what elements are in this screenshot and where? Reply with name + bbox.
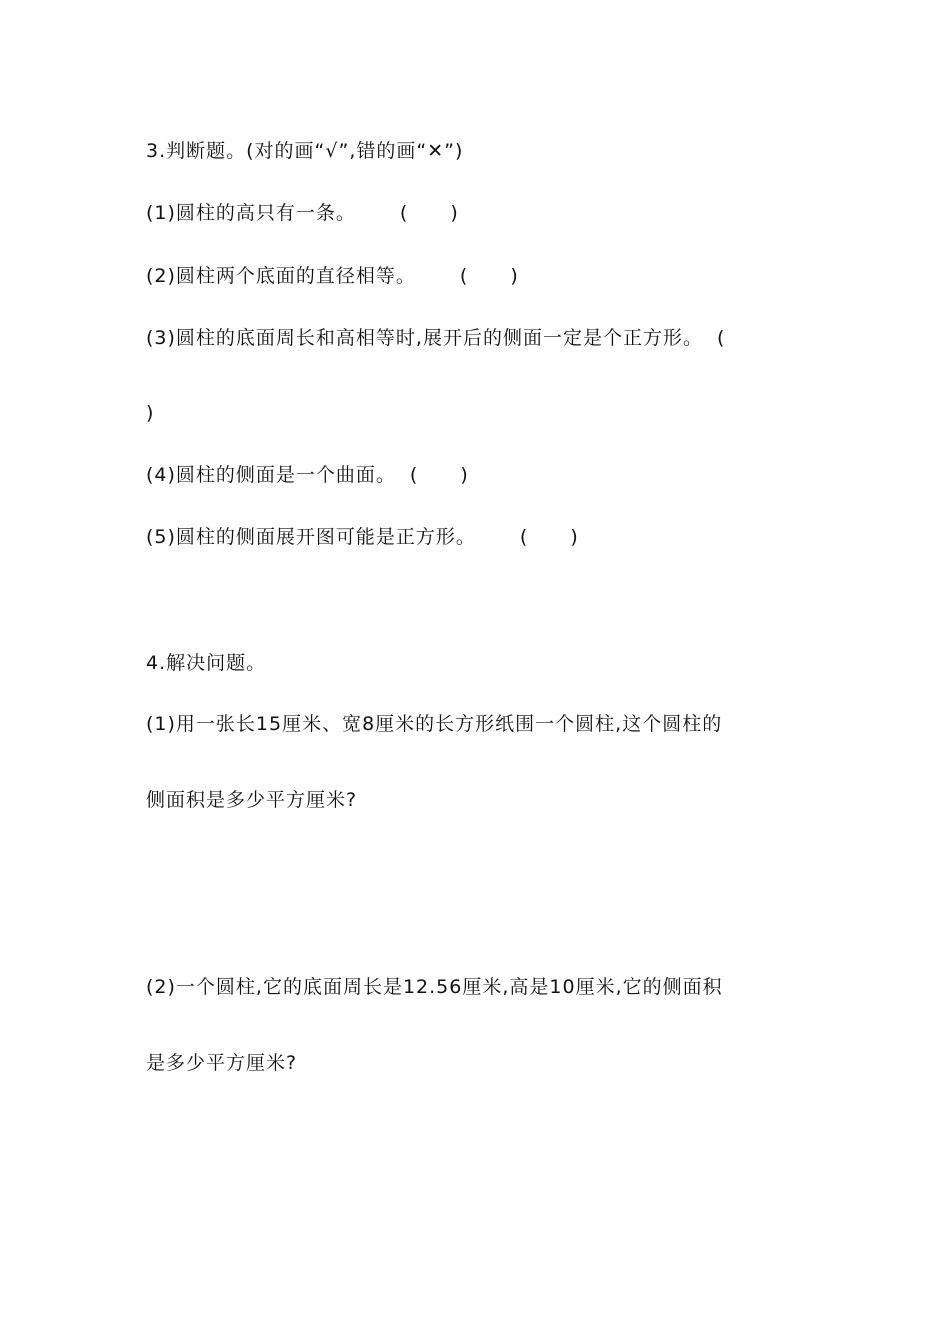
judgement-item-5 <box>146 525 579 549</box>
judgement-item-2 <box>146 264 519 288</box>
judgement-item-text: (5)圆柱的侧面展开图可能是正方形。 <box>146 526 476 548</box>
judgement-item-text: (4)圆柱的侧面是一个曲面。 <box>146 464 396 486</box>
answer-blank-close[interactable]: ) <box>146 402 155 424</box>
answer-blank[interactable]: ( ) <box>459 265 519 287</box>
problem-2-line-1: (2)一个圆柱,它的底面周长是12.56厘米,高是10厘米,它的侧面积 <box>146 976 723 998</box>
judgement-item-1 <box>146 201 459 225</box>
problem-1-line-2: 侧面积是多少平方厘米? <box>146 789 358 811</box>
judgement-item-text: (3)圆柱的底面周长和高相等时,展开后的侧面一定是个正方形。 <box>146 327 703 349</box>
answer-blank[interactable]: ( ) <box>519 526 579 548</box>
problem-2-line-2: 是多少平方厘米? <box>146 1052 298 1074</box>
answer-blank-open[interactable]: ( <box>716 327 726 349</box>
answer-blank[interactable]: ( ) <box>399 202 459 224</box>
judgement-item-text: (1)圆柱的高只有一条。 <box>146 202 356 224</box>
answer-blank[interactable]: ( ) <box>409 464 469 486</box>
judgement-item-4 <box>146 463 469 487</box>
section-4-title: 4.解决问题。 <box>146 652 267 674</box>
judgement-item-text: (2)圆柱两个底面的直径相等。 <box>146 265 416 287</box>
judgement-item-3 <box>146 326 725 350</box>
section-3-title: 3.判断题。(对的画“√”,错的画“✕”) <box>146 140 464 162</box>
problem-1-line-1: (1)用一张长15厘米、宽8厘米的长方形纸围一个圆柱,这个圆柱的 <box>146 713 723 735</box>
